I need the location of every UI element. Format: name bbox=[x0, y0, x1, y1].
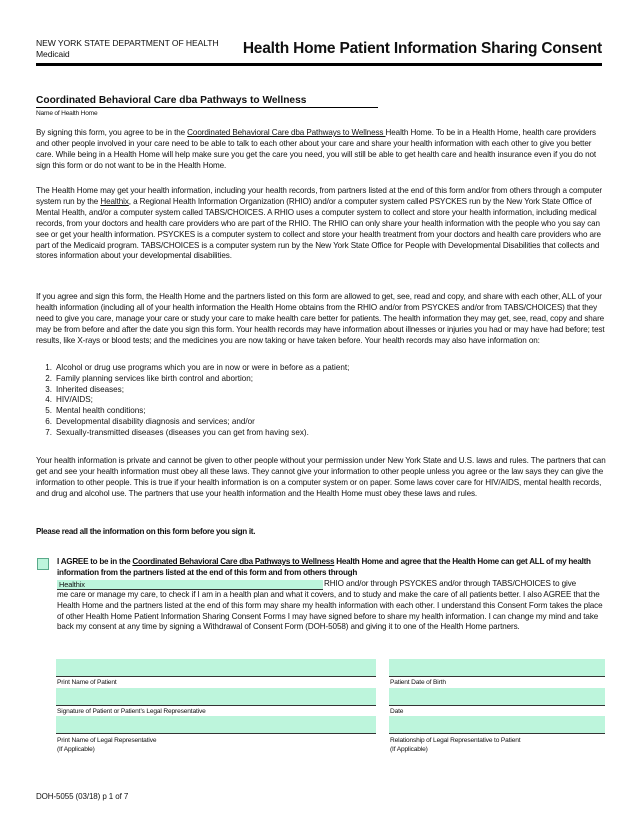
health-home-name-caption: Name of Health Home bbox=[36, 110, 98, 117]
rhio-name-field[interactable]: Healthix bbox=[57, 580, 323, 590]
representative-name-field[interactable] bbox=[56, 716, 376, 734]
list-item: 5. Mental health conditions; bbox=[45, 406, 146, 416]
signature-label: Signature of Patient or Patient’s Legal Representative bbox=[57, 708, 206, 715]
conditions-list bbox=[36, 363, 596, 439]
sources-text-start: The Health Home may get your health information, including your health records, from partners listed at the end of this form and/or from others through a computer system run by the bbox=[36, 186, 602, 206]
signature-field[interactable] bbox=[56, 688, 376, 706]
read-instruction: Please read all the information on this form before you sign it. bbox=[36, 527, 256, 536]
intro-text-start: By signing this form, you agree to be in the bbox=[36, 128, 188, 137]
agreement-health-home-name: Coordinated Behavioral Care dba Pathways to Wellness bbox=[132, 557, 335, 566]
list-item: 3. Inherited diseases; bbox=[45, 384, 124, 394]
health-home-name: Coordinated Behavioral Care dba Pathways to Wellness bbox=[36, 95, 378, 108]
header-divider bbox=[36, 63, 602, 66]
list-item: 4. HIV/AIDS; bbox=[45, 395, 93, 405]
representative-relationship-field[interactable] bbox=[389, 716, 605, 734]
sources-paragraph bbox=[36, 186, 606, 262]
list-item: 6. Developmental disability diagnosis and services; and/or bbox=[45, 416, 255, 426]
form-footer: DOH-5055 (03/18) p 1 of 7 bbox=[36, 792, 129, 801]
list-item: 1. Alcohol or drug use programs which you are in now or were in before as a patient; bbox=[45, 363, 350, 372]
patient-name-field[interactable] bbox=[56, 659, 376, 677]
patient-name-label: Print Name of Patient bbox=[57, 679, 117, 686]
agreement-rhio-line: Healthix RHIO and/or through PSYCKES and/or through TABS/CHOICES to give bbox=[59, 578, 577, 589]
patient-birth-date-field[interactable] bbox=[389, 659, 605, 677]
sources-rhio-name: Healthix bbox=[100, 196, 129, 206]
relationship-label: Relationship of Legal Representative to Patient (If Applicable) bbox=[390, 737, 521, 753]
agency-name: NEW YORK STATE DEPARTMENT OF HEALTH bbox=[36, 38, 219, 48]
sharing-paragraph: If you agree and sign this form, the Health Home and the partners listed on this form are allowed to get, see, read and copy, and share with each other, ALL of your health information (including all of your health information the Health Home obtains from the RHIO and/or from PSYCKES and/or from TABS/CHOICES) that they need to give you care, manage your care or study your care to make health care better for patients. The health information they may get, see, read, copy and share may be from before and after the date you sign this form. Your health records may have information about illnesses or injuries you had or may have had before; test results, like X-rays or blood tests; and the medicines you are now taking or have taken before. Your health records may also have information on: bbox=[36, 292, 605, 345]
agreement-statement bbox=[57, 557, 605, 633]
intro-health-home-name: Coordinated Behavioral Care dba Pathways to Wellness bbox=[187, 128, 386, 137]
agreement-body: me care or manage my care, to check if I am in a health plan and what it covers, and to study and make the care of all patients better. I also AGREE that the Health Home and the partners listed at the end of this form may share my health information with each other. I understand this Consent Form takes the place of other Health Home Patient Information Sharing Consent Forms I may have signed before to share my health information. I can change my mind and take back my consent at any time by signing a Withdrawal of Consent Form (DOH-5058) and giving it to one of the Health Home partners. bbox=[57, 589, 603, 632]
date-field[interactable] bbox=[389, 688, 605, 706]
list-item: 7. Sexually-transmitted diseases (diseases you can get from having sex). bbox=[45, 427, 309, 437]
agree-checkbox[interactable] bbox=[37, 558, 49, 570]
document-title: Health Home Patient Information Sharing Consent bbox=[242, 40, 602, 57]
intro-paragraph bbox=[36, 128, 606, 172]
agreement-lead: I AGREE to be in the Coordinated Behavioral Care dba Pathways to Wellness Health Home and agree that the Health Home can get ALL of my health information from the partners listed at the end of this form and from others through bbox=[57, 557, 591, 577]
date-label: Date bbox=[390, 708, 404, 715]
privacy-paragraph: Your health information is private and cannot be given to other people without your permission under New York State and U.S. laws and rules. The partners that can get and see your health information must obey all these laws. They cannot give your information to other people unless you agree or the law says they can give the information to other people. This is true if your health information is on a computer system or on paper. Some laws cover care for HIV/AIDS, mental health records, and drug and alcohol use. The partners that use your health information and the Health Home must obey these laws and rules. bbox=[36, 456, 606, 498]
representative-name-label: Print Name of Legal Representative (If Applicable) bbox=[57, 737, 157, 753]
birth-date-label: Patient Date of Birth bbox=[390, 679, 446, 686]
program-name: Medicaid bbox=[36, 49, 70, 59]
intro-text-end: Health Home. To be in a Health Home, health care providers and other people involved in your care need to be able to talk to each other about your care and share your health information with each other to give you better care. While being in a Health Home will help make sure you get the care you need, you will still be able to get health care and health insurance even if you do not sign this form or do not want to be in the Health Home. bbox=[36, 128, 597, 170]
sources-text-end: , a Regional Health Information Organization (RHIO) and/or a computer system called PSYCKES run by the New York State Office of Mental Health, and/or a computer system called TABS/CHOICES. A RHIO uses a computer system to collect and store your health information, including medical records, from your doctors and health care providers who are part of the RHIO. The RHIO can only share your health information with the people who you say can see or get your health information. PSYCKES is a computer system to collect and store your health treatment from your doctors and health care providers who are part of the Medicaid program. TABS/CHOICES is a computer system run by the New York State Office for People with Developmental Disabilities that collects and stores information about your developmental disabilities. bbox=[36, 196, 601, 261]
agency-header bbox=[36, 38, 219, 60]
list-item: 2. Family planning services like birth control and abortion; bbox=[45, 373, 254, 383]
